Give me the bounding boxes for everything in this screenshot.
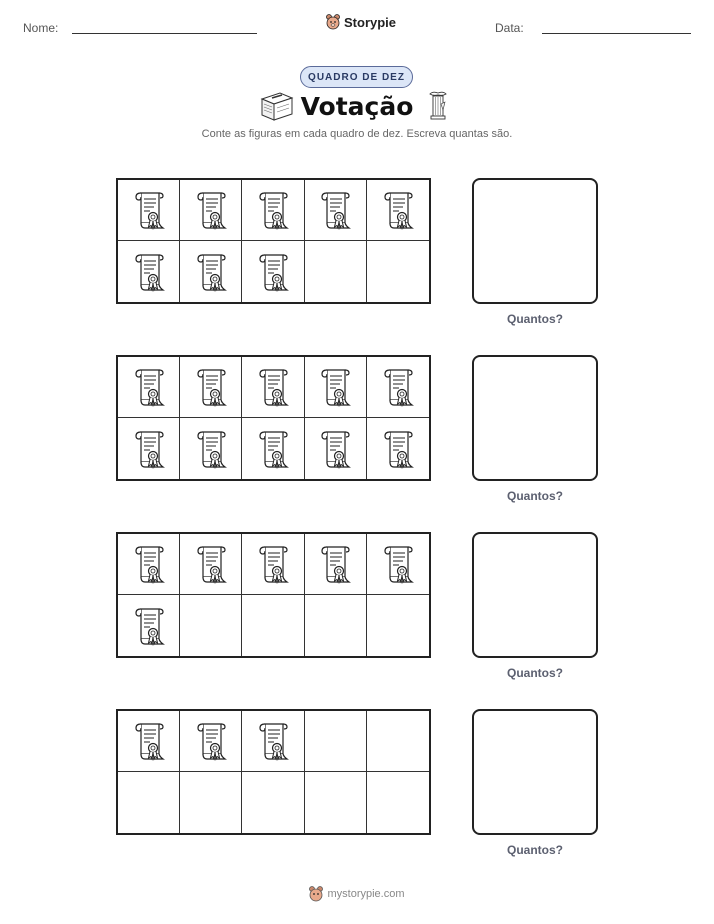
ten-frame-cell bbox=[367, 711, 429, 772]
scroll-certificate-icon bbox=[254, 541, 292, 587]
quantos-label-3: Quantos? bbox=[507, 666, 563, 680]
scroll-certificate-icon bbox=[316, 541, 354, 587]
instructions: Conte as figuras em cada quadro de dez. Escreva quantas são. bbox=[201, 128, 513, 140]
scroll-certificate-icon bbox=[254, 718, 292, 764]
date-line[interactable] bbox=[542, 33, 691, 34]
ten-frame-cell bbox=[242, 595, 304, 656]
ten-frame-cell bbox=[118, 418, 180, 479]
ten-frame-cell bbox=[118, 595, 180, 656]
scroll-certificate-icon bbox=[192, 187, 230, 233]
scroll-certificate-icon bbox=[254, 364, 292, 410]
scroll-certificate-icon bbox=[130, 541, 168, 587]
footer bbox=[0, 886, 714, 902]
ten-frame-cell bbox=[305, 711, 367, 772]
scroll-certificate-icon bbox=[130, 187, 168, 233]
ten-frame-cell bbox=[242, 357, 304, 418]
scroll-certificate-icon bbox=[379, 364, 417, 410]
scroll-certificate-icon bbox=[130, 364, 168, 410]
scroll-certificate-icon bbox=[254, 187, 292, 233]
ten-frame-1 bbox=[116, 178, 431, 304]
ten-frame-cell bbox=[242, 772, 304, 833]
storypie-mascot-icon bbox=[326, 14, 340, 30]
name-line[interactable] bbox=[72, 33, 257, 34]
ten-frame-3 bbox=[116, 532, 431, 658]
ten-frame-cell bbox=[180, 595, 242, 656]
ten-frame-cell bbox=[242, 418, 304, 479]
ten-frame-cell bbox=[118, 357, 180, 418]
answer-box-2[interactable] bbox=[472, 355, 598, 481]
ten-frame-2 bbox=[116, 355, 431, 481]
ten-frame-cell bbox=[118, 772, 180, 833]
ten-frame-cell bbox=[367, 595, 429, 656]
ten-frame-cell bbox=[180, 241, 242, 302]
ten-frame-cell bbox=[367, 772, 429, 833]
page-title: Votação bbox=[300, 92, 414, 121]
scroll-certificate-icon bbox=[130, 426, 168, 472]
scroll-certificate-icon bbox=[254, 426, 292, 472]
scroll-certificate-icon bbox=[130, 718, 168, 764]
ten-frame-cell bbox=[367, 180, 429, 241]
scroll-certificate-icon bbox=[316, 187, 354, 233]
ten-frame-cell bbox=[367, 241, 429, 302]
ten-frame-cell bbox=[305, 595, 367, 656]
scroll-certificate-icon bbox=[192, 718, 230, 764]
footer-url[interactable]: mystorypie.com bbox=[327, 888, 405, 900]
ten-frame-cell bbox=[242, 241, 304, 302]
ten-frame-cell bbox=[305, 241, 367, 302]
quantos-label-2: Quantos? bbox=[507, 489, 563, 503]
scroll-certificate-icon bbox=[192, 541, 230, 587]
answer-box-3[interactable] bbox=[472, 532, 598, 658]
ten-frame-cell bbox=[180, 711, 242, 772]
scroll-certificate-icon bbox=[316, 426, 354, 472]
ten-frame-cell bbox=[305, 418, 367, 479]
answer-box-1[interactable] bbox=[472, 178, 598, 304]
date-label: Data: bbox=[495, 21, 524, 35]
scroll-certificate-icon bbox=[192, 426, 230, 472]
scroll-certificate-icon bbox=[192, 364, 230, 410]
scroll-certificate-icon bbox=[254, 249, 292, 295]
worksheet-type-badge: QUADRO DE DEZ bbox=[300, 66, 413, 88]
quantos-label-1: Quantos? bbox=[507, 312, 563, 326]
ten-frame-cell bbox=[242, 534, 304, 595]
ten-frame-cell bbox=[180, 418, 242, 479]
greek-pillar-icon bbox=[427, 90, 449, 122]
ten-frame-4 bbox=[116, 709, 431, 835]
ten-frame-cell bbox=[305, 357, 367, 418]
scroll-certificate-icon bbox=[379, 426, 417, 472]
ten-frame-cell bbox=[367, 357, 429, 418]
ten-frame-cell bbox=[242, 711, 304, 772]
ten-frame-cell bbox=[305, 772, 367, 833]
ten-frame-cell bbox=[367, 534, 429, 595]
ten-frame-cell bbox=[180, 772, 242, 833]
ten-frame-cell bbox=[180, 534, 242, 595]
ten-frame-cell bbox=[118, 534, 180, 595]
scroll-certificate-icon bbox=[130, 603, 168, 649]
name-label: Nome: bbox=[23, 21, 59, 35]
ten-frame-cell bbox=[118, 711, 180, 772]
ten-frame-cell bbox=[367, 418, 429, 479]
ten-frame-cell bbox=[305, 180, 367, 241]
ten-frame-cell bbox=[305, 534, 367, 595]
scroll-certificate-icon bbox=[192, 249, 230, 295]
scroll-certificate-icon bbox=[130, 249, 168, 295]
quantos-label-4: Quantos? bbox=[507, 843, 563, 857]
scroll-certificate-icon bbox=[379, 187, 417, 233]
answer-box-4[interactable] bbox=[472, 709, 598, 835]
brand-logo bbox=[326, 14, 396, 30]
scroll-certificate-icon bbox=[379, 541, 417, 587]
storypie-mascot-icon bbox=[309, 886, 323, 902]
brand-name: Storypie bbox=[344, 14, 397, 30]
ten-frame-cell bbox=[180, 180, 242, 241]
ten-frame-cell bbox=[118, 180, 180, 241]
ten-frame-cell bbox=[242, 180, 304, 241]
ten-frame-cell bbox=[118, 241, 180, 302]
scroll-certificate-icon bbox=[316, 364, 354, 410]
ten-frame-cell bbox=[180, 357, 242, 418]
